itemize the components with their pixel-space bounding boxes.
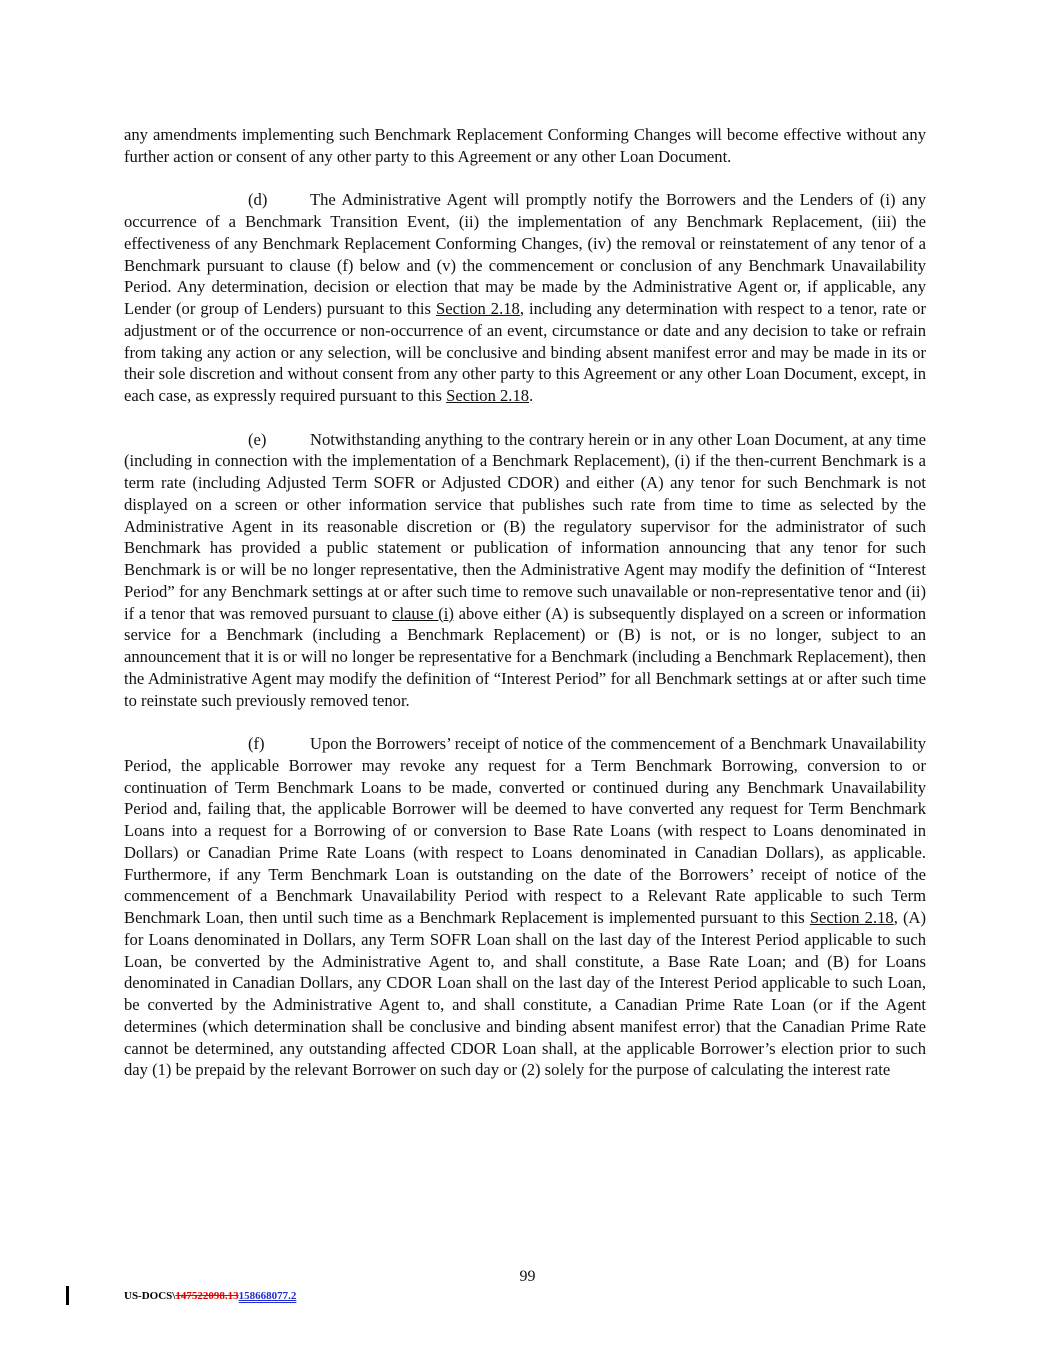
paragraph-f [124,733,926,1081]
paragraph-e-label: (e) [248,429,267,449]
section-reference: Section 2.18 [446,386,530,405]
paragraph-intro [124,124,926,168]
paragraph-e-text-b: above either (A) is subsequently displayed on a screen or information service for a Benchmark (including a Benchmark Replacement) or (B) is not, or is no longer, subject to an announcement that it is or will no longer be representative for a Benchmark (including a Benchmark Replacement), then the Administrative Agent may modify the definition of “Interest Period” for all Benchmark settings at or after such time to reinstate such previously removed tenor. [124,603,926,710]
paragraph-d-text-b: , including any determination with respect to a tenor, rate or adjustment or of the occurrence or non-occurrence of an event, circumstance or date and any decision to take or refrain from taking any action or any selection, will be conclusive and binding absent manifest error and may be made in its or their sole discretion and without consent from any other party to this Agreement or any other Loan Document, except, in each case, as expressly required pursuant to this [124,299,926,405]
paragraph-f-label: (f) [248,734,265,753]
paragraph-d-text-a: The Administrative Agent will promptly notify the Borrowers and the Lenders of (i) any occurrence of a Benchmark Transition Event, (ii) the implementation of any Benchmark Replacement, (iii) the effectiveness of any Benchmark Replacement Conforming Changes, (iv) the removal or reinstatement of any tenor of a Benchmark pursuant to clause (f) below and (v) the commencement or conclusion of any Benchmark Unavailability Period. Any determination, decision or election that may be made by the Administrative Agent or, if applicable, any Lender (or group of Lenders) pursuant to this [124,190,926,318]
paragraph-d [124,189,926,407]
document-id-prefix: US-DOCS\ [124,1290,176,1302]
paragraph-e [124,429,926,712]
document-page [124,124,926,1103]
clause-reference: clause (i) [392,603,454,623]
document-id-inserted: 158668077.2 [238,1290,297,1302]
paragraph-d-label: (d) [248,190,268,210]
section-reference: Section 2.18 [436,299,520,318]
change-bar [66,1286,69,1305]
document-id [124,1290,296,1302]
document-id-deleted: 147522098.13 [175,1290,239,1302]
paragraph-f-text-a: Upon the Borrowers’ receipt of notice of the commencement of a Benchmark Unavailability Period, the applicable Borrower may revoke any request for a Term Benchmark Borrowing, conversion to or continuation of Term Benchmark Loans to be made, converted or continued during any Benchmark Unavailability Period and, failing that, the applicable Borrower will be deemed to have converted any request for Term Benchmark Loans into a request for a Borrowing of or conversion to Base Rate Loans (with respect to Loans denominated in Dollars) or Canadian Prime Rate Loans (with respect to Loans denominated in Canadian Dollars), as applicable. Furthermore, if any Term Benchmark Loan is outstanding on the date of the Borrowers’ receipt of notice of the commencement of a Benchmark Unavailability Period with respect to a Relevant Rate applicable to such Term Benchmark Loan, then until such time as a Benchmark Replacement is implemented pursuant to this [124,734,926,927]
paragraph-intro-text: any amendments implementing such Benchmark Replacement Conforming Changes will become effective without any further action or consent of any other party to this Agreement or any other Loan Document. [124,125,926,166]
section-reference: Section 2.18 [809,908,894,927]
paragraph-d-text-c: . [529,386,534,405]
page-number: 99 [519,1268,536,1285]
paragraph-e-text-a: Notwithstanding anything to the contrary herein or in any other Loan Document, at any time (including in connection with the implementation of a Benchmark Replacement), (i) if the then-current Benchmark is a term rate (including Adjusted Term SOFR or Adjusted CDOR) and either (A) any tenor for such Benchmark is not displayed on a screen or other information service that publishes such rate from time to time as selected by the Administrative Agent in its reasonable discretion or (B) the regulatory supervisor for the administrator of such Benchmark has provided a public statement or publication of information announcing that any tenor for such Benchmark is or will be no longer representative, then the Administrative Agent may modify the definition of “Interest Period” for any Benchmark settings at or after such time to remove such unavailable or non-representative tenor and (ii) if a tenor that was removed pursuant to [124,429,926,623]
paragraph-f-text-b: , (A) for Loans denominated in Dollars, any Term SOFR Loan shall on the last day of the Interest Period applicable to such Loan, be converted by the Administrative Agent to, and shall constitute, a Base Rate Loan; and (B) for Loans denominated in Canadian Dollars, any CDOR Loan shall on the last day of the Interest Period applicable to such Loan, be converted by the Administrative Agent to, and shall constitute, a Canadian Prime Rate Loan (or if the Agent determines (which determination shall be conclusive and binding absent manifest error) that the Canadian Prime Rate cannot be determined, any outstanding affected CDOR Loan shall, at the applicable Borrower’s election prior to such day (1) be prepaid by the relevant Borrower on such day or (2) solely for the purpose of calculating the interest rate [124,908,926,1080]
